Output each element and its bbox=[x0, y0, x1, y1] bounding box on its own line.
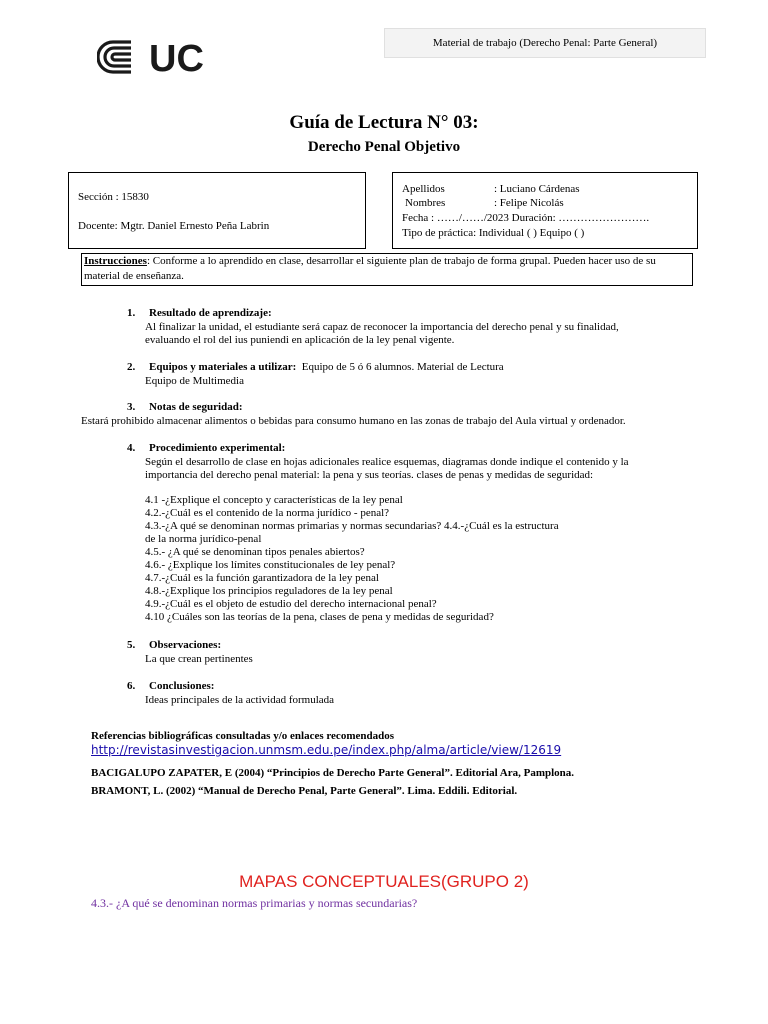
section-4-title: Procedimiento experimental: bbox=[149, 442, 286, 454]
question-item: 4.2.-¿Cuál es el contenido de la norma jurídico - penal? bbox=[145, 507, 390, 519]
section-6-title: Conclusiones: bbox=[149, 680, 215, 692]
question-item: 4.5.- ¿A qué se denominan tipos penales abiertos? bbox=[145, 546, 365, 558]
page-title: Guía de Lectura N° 03: bbox=[289, 112, 479, 133]
nombres-label: Nombres bbox=[405, 197, 446, 209]
reference-bacigalupo: BACIGALUPO ZAPATER, E (2004) “Principios de Derecho Parte General”. Editorial Ara, Pamplona. bbox=[91, 767, 575, 779]
docente-text: Docente: Mgtr. Daniel Ernesto Peña Labrin bbox=[78, 220, 270, 232]
section-2-number: 2. bbox=[127, 361, 136, 373]
section-2-title: Equipos y materiales a utilizar: bbox=[149, 361, 297, 373]
reference-bramont: BRAMONT, L. (2002) “Manual de Derecho Penal, Parte General”. Lima. Eddili. Editorial. bbox=[91, 785, 518, 797]
section-2-line-2: Equipo de Multimedia bbox=[145, 375, 244, 387]
section-1-line-2: evaluando el rol del ius puniendi en aplicación de la ley penal vigente. bbox=[145, 334, 455, 346]
instructions-box bbox=[81, 253, 693, 286]
question-item: 4.8.-¿Explique los principios reguladores de la ley penal bbox=[145, 585, 393, 597]
section-3-title: Notas de seguridad: bbox=[149, 401, 243, 413]
section-4-number: 4. bbox=[127, 442, 136, 454]
section-2-inline: Equipo de 5 ó 6 alumnos. Material de Lectura bbox=[301, 361, 504, 373]
question-item: 4.9.-¿Cuál es el objeto de estudio del derecho internacional penal? bbox=[145, 598, 437, 610]
section-3-number: 3. bbox=[127, 401, 136, 413]
question-item: 4.1 -¿Explique el concepto y características de la ley penal bbox=[145, 494, 403, 506]
seccion-text: Sección : 15830 bbox=[78, 191, 149, 203]
section-4-line-2: importancia del derecho penal material: la pena y sus teorías. clases de penas y medidas de seguridad: bbox=[145, 469, 594, 481]
section-6-number: 6. bbox=[127, 680, 136, 692]
nombres-value: : Felipe Nicolás bbox=[494, 197, 564, 209]
question-item: 4.3.-¿A qué se denominan normas primarias y normas secundarias? 4.4.-¿Cuál es la estructura bbox=[145, 520, 559, 532]
logo-text: UC bbox=[149, 38, 204, 76]
reference-link[interactable]: http://revistasinvestigacion.unmsm.edu.pe/index.php/alma/article/view/12619 bbox=[91, 743, 562, 757]
section-6-line-1: Ideas principales de la actividad formulada bbox=[145, 694, 335, 706]
apellidos-label: Apellidos bbox=[402, 183, 445, 195]
student-info-box bbox=[392, 172, 698, 249]
instructions-label: Instrucciones bbox=[84, 255, 147, 267]
section-4-line-1: Según el desarrollo de clase en hojas adicionales realice esquemas, diagramas donde indique el contenido y la bbox=[145, 456, 629, 468]
course-info-box bbox=[68, 172, 366, 249]
section-1-line-1: Al finalizar la unidad, el estudiante será capaz de reconocer la importancia del derecho penal y su finalidad, bbox=[145, 321, 619, 333]
fecha-text: Fecha : ……/……/2023 Duración: ……………………. bbox=[402, 212, 650, 224]
references-title: Referencias bibliográficas consultadas y/o enlaces recomendados bbox=[91, 730, 394, 742]
tipo-practica-text: Tipo de práctica: Individual ( ) Equipo ( ) bbox=[402, 227, 585, 239]
mapas-question: 4.3.- ¿A qué se denominan normas primarias y normas secundarias? bbox=[91, 896, 418, 910]
section-5-number: 5. bbox=[127, 639, 136, 651]
mapas-title: MAPAS CONCEPTUALES(GRUPO 2) bbox=[239, 872, 529, 891]
question-item: 4.10 ¿Cuáles son las teorías de la pena, clases de pena y medidas de seguridad? bbox=[145, 611, 494, 623]
apellidos-value: : Luciano Cárdenas bbox=[494, 183, 580, 195]
section-5-line-1: La que crean pertinentes bbox=[145, 653, 253, 665]
section-1-title: Resultado de aprendizaje: bbox=[149, 307, 272, 319]
page-subtitle: Derecho Penal Objetivo bbox=[307, 139, 461, 155]
section-2-heading bbox=[149, 361, 504, 373]
uc-logo bbox=[97, 38, 217, 76]
material-header: Material de trabajo (Derecho Penal: Parte General) bbox=[384, 28, 706, 58]
section-5-title: Observaciones: bbox=[149, 639, 222, 651]
section-1-number: 1. bbox=[127, 307, 136, 319]
section-3-line-1: Estará prohibido almacenar alimentos o bebidas para consumo humano en las zonas de trabajo del Aula virtual y ordenador. bbox=[81, 415, 626, 427]
question-item: de la norma jurídico-penal bbox=[145, 533, 262, 545]
question-item: 4.6.- ¿Explique los límites constitucionales de ley penal? bbox=[145, 559, 396, 571]
instructions-text: : Conforme a lo aprendido en clase, desarrollar el siguiente plan de trabajo de forma grupal. Pueden hacer uso de su material de enseñanza. bbox=[84, 255, 656, 282]
question-item: 4.7.-¿Cuál es la función garantizadora de la ley penal bbox=[145, 572, 379, 584]
